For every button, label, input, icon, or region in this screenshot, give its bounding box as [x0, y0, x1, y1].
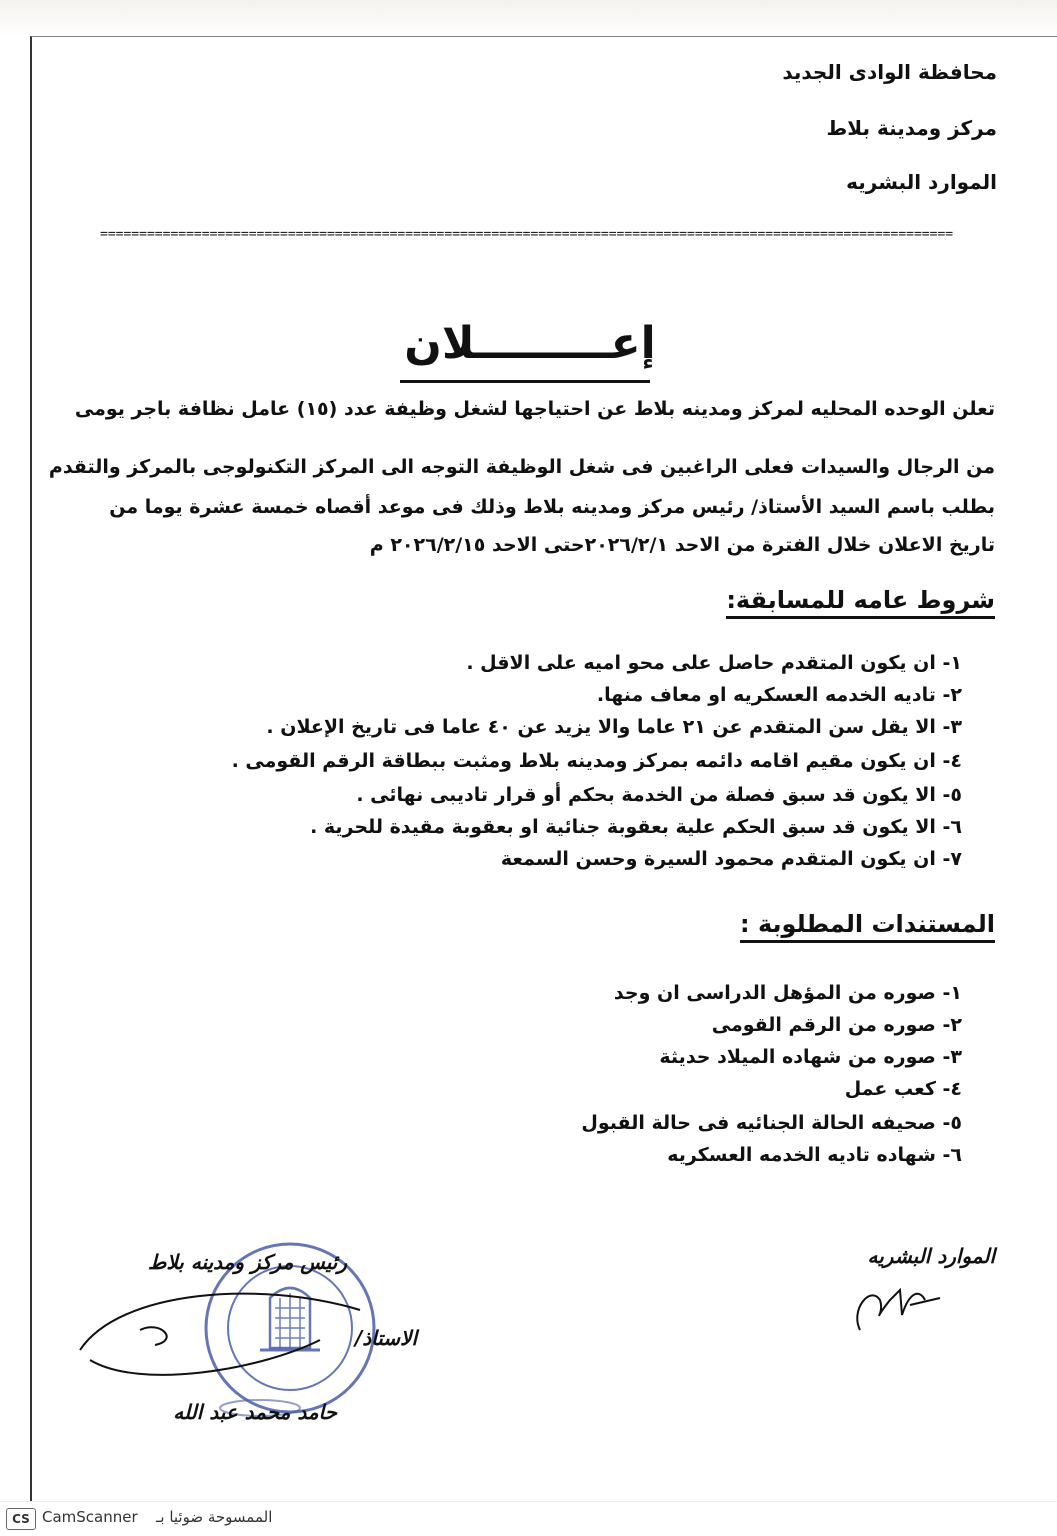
scanner-footer	[0, 1501, 1057, 1536]
camscanner-logo-icon: CS	[6, 1508, 36, 1530]
camscanner-app-name: CamScanner	[42, 1508, 138, 1526]
header-department: الموارد البشريه	[846, 170, 997, 194]
conditions-heading: شروط عامه للمسابقة:	[726, 586, 995, 619]
document-item: ٦- شهاده تاديه الخدمه العسكريه	[667, 1144, 962, 1166]
document-item: ٥- صحيفه الحالة الجنائيه فى حالة القبول	[581, 1112, 962, 1134]
condition-item: ٣- الا يقل سن المتقدم عن ٢١ عاما والا يزيد عن ٤٠ عاما فى تاريخ الإعلان .	[266, 716, 962, 738]
document-item: ١- صوره من المؤهل الدراسى ان وجد	[613, 982, 962, 1004]
header-governorate: محافظة الوادى الجديد	[782, 60, 997, 84]
hr-signature-label: الموارد البشريه	[867, 1244, 995, 1268]
condition-item: ١- ان يكون المتقدم حاصل على محو اميه على الاقل .	[466, 652, 962, 674]
intro-line-4: تاريخ الاعلان خلال الفترة من الاحد ٢٠٢٦/٢/١حتى الاحد ٢٠٢٦/٢/١٥ م	[369, 534, 995, 556]
condition-item: ٤- ان يكون مقيم اقامه دائمه بمركز ومدينه بلاط ومثبت ببطاقة الرقم القومى .	[231, 750, 962, 772]
document-item: ٢- صوره من الرقم القومى	[711, 1014, 962, 1036]
head-title-line: رئيس مركز ومدينه بلاط	[147, 1250, 347, 1274]
condition-item: ٢- تاديه الخدمه العسكريه او معاف منها.	[596, 684, 962, 706]
document-item: ٤- كعب عمل	[844, 1078, 962, 1100]
head-prefix: الاستاذ/	[354, 1326, 417, 1350]
document-item: ٣- صوره من شهاده الميلاد حديثة	[659, 1046, 962, 1068]
intro-line-2: من الرجال والسيدات فعلى الراغبين فى شغل الوظيفة التوجه الى المركز التكنولوجى بالمركز والتقدم	[48, 456, 995, 478]
condition-item: ٦- الا يكون قد سبق الحكم علية بعقوبة جنائية او بعقوبة مقيدة للحرية .	[310, 816, 962, 838]
hr-handwritten-signature	[840, 1270, 950, 1340]
separator-line: =============================================================================================================	[100, 228, 954, 242]
intro-line-1: تعلن الوحده المحليه لمركز ومدينه بلاط عن احتياجها لشغل وظيفة عدد (١٥) عامل نظافة باجر يومى	[74, 398, 995, 420]
scan-top-edge	[0, 0, 1057, 36]
head-name: حامد محمد عبد الله	[173, 1400, 337, 1424]
page-title: إعـــــــــلان	[404, 318, 656, 369]
condition-item: ٧- ان يكون المتقدم محمود السيرة وحسن السمعة	[500, 848, 962, 870]
header-center: مركز ومدينة بلاط	[826, 116, 997, 140]
scanned-with-label: الممسوحة ضوئيا بـ	[156, 1508, 273, 1526]
intro-line-3: بطلب باسم السيد الأستاذ/ رئيس مركز ومدينه بلاط وذلك فى موعد أقصاه خمسة عشرة يوما من	[109, 496, 995, 518]
head-handwritten-signature	[60, 1270, 390, 1410]
condition-item: ٥- الا يكون قد سبق فصلة من الخدمة بحكم أو قرار تاديبى نهائى .	[356, 784, 962, 806]
title-underline	[400, 380, 650, 383]
documents-heading: المستندات المطلوبة :	[740, 910, 995, 943]
